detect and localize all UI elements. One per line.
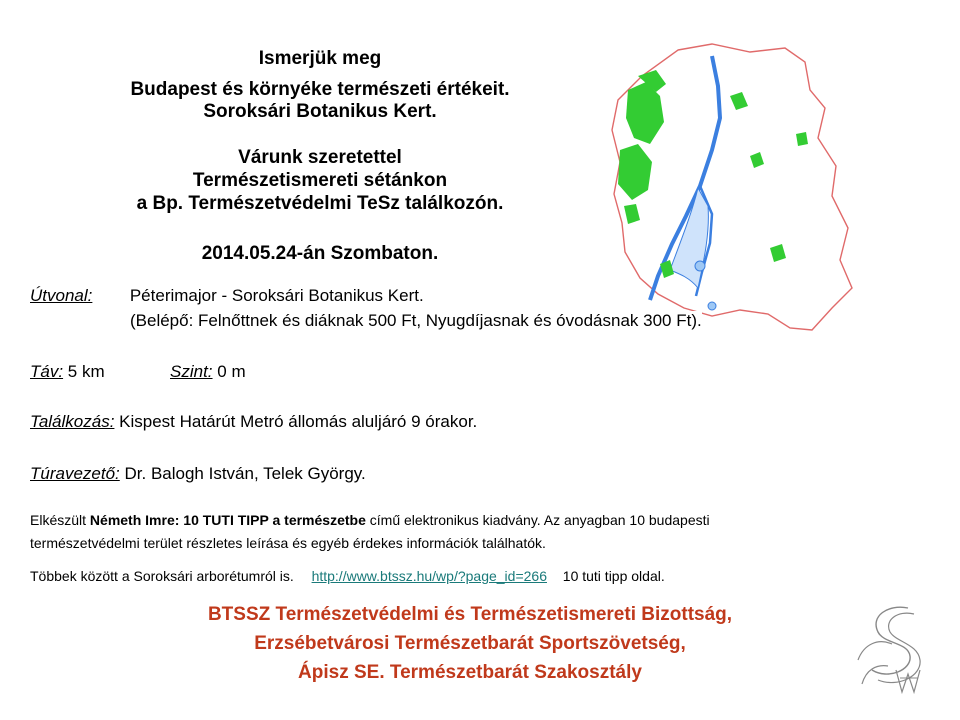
- distance-label: Táv:: [30, 362, 64, 381]
- level-value: 0 m: [217, 362, 246, 381]
- level-row: [170, 362, 246, 382]
- lake-2: [708, 302, 716, 310]
- meeting-label: Találkozás:: [30, 412, 115, 431]
- meeting-value: Kispest Határút Metró állomás aluljáró 9 órakor.: [119, 412, 478, 431]
- guide-label: Túravezető:: [30, 464, 120, 483]
- guide-row: [30, 464, 366, 484]
- btssz-link[interactable]: http://www.btssz.hu/wp/?page_id=266: [311, 568, 547, 584]
- organizer-line-1: BTSSZ Természetvédelmi és Természetismereti Bizottság,: [207, 604, 733, 625]
- organizer-line-2: Erzsébetvárosi Természetbarát Sportszövetség,: [254, 633, 686, 654]
- header-line-5: Természetismereti sétánkon: [192, 170, 448, 191]
- info-line-1: [30, 512, 710, 528]
- club-logo: [848, 600, 940, 700]
- header-line-6: a Bp. Természetvédelmi TeSz találkozón.: [136, 193, 504, 214]
- organizer-line-3: Ápisz SE. Természetbarát Szakosztály: [298, 662, 642, 683]
- level-label: Szint:: [170, 362, 213, 381]
- forest-area-8: [796, 132, 808, 146]
- publication-title: Németh Imre: 10 TUTI TIPP a természetbe: [89, 512, 366, 528]
- route-row: [30, 286, 424, 306]
- meeting-row: [30, 412, 477, 432]
- info-text-c: című elektronikus kiadvány. Az anyagban 10 budapesti: [365, 512, 710, 528]
- info-line-3: [30, 568, 665, 584]
- info-line-2: természetvédelmi terület részletes leírása és egyéb érdekes információk találhatók.: [30, 535, 546, 551]
- event-date: 2014.05.24-án Szombaton.: [201, 243, 439, 264]
- entry-fee: (Belépő: Felnőttnek és diáknak 500 Ft, Nyugdíjasnak és óvodásnak 300 Ft).: [130, 311, 702, 330]
- header-line-2: Budapest és környéke természeti értékeit.: [130, 79, 510, 100]
- route-label: Útvonal:: [30, 286, 93, 305]
- header-line-3: Soroksári Botanikus Kert.: [203, 101, 437, 122]
- distance-row: [30, 362, 105, 382]
- header-line-4: Várunk szeretettel: [238, 147, 402, 168]
- guide-value: Dr. Balogh István, Telek György.: [124, 464, 366, 483]
- route-value: Péterimajor - Soroksári Botanikus Kert.: [129, 286, 424, 305]
- distance-value: 5 km: [67, 362, 105, 381]
- info-text-tips: 10 tuti tipp oldal.: [562, 568, 665, 584]
- info-text-arboretum: Többek között a Soroksári arborétumról is.: [30, 568, 294, 584]
- budapest-map: [600, 38, 870, 338]
- lake: [695, 261, 705, 271]
- info-text-a: Elkészült: [30, 512, 90, 528]
- header-line-1: Ismerjük meg: [258, 48, 382, 69]
